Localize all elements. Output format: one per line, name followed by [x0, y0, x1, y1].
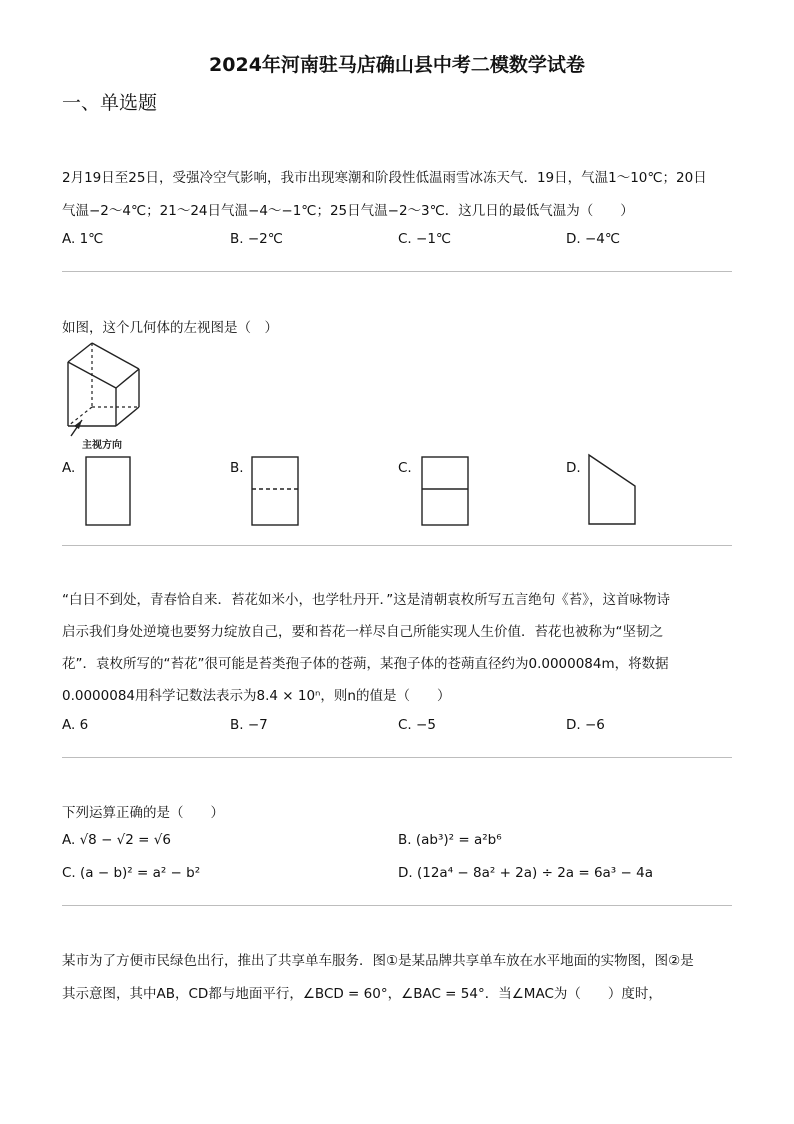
question-2-option-a[interactable]: A. [62, 460, 76, 476]
question-3-text-line-3: 花”．袁枚所写的“苔花”很可能是苔类孢子体的苍蒴，某孢子体的苍蒴直径约为0.0000084m，将数据 [62, 656, 669, 672]
question-4-stem: 下列运算正确的是（ ） [62, 805, 224, 821]
question-3-option-d[interactable]: D. −6 [566, 717, 605, 733]
question-3-option-a[interactable]: A. 6 [62, 717, 89, 733]
question-1-option-d[interactable]: D. −4℃ [566, 231, 621, 247]
geometry-solid-figure [60, 340, 150, 452]
question-1-option-c[interactable]: C. −1℃ [398, 231, 452, 247]
question-3-option-b[interactable]: B. −7 [230, 717, 268, 733]
question-2-option-d-figure [586, 452, 640, 528]
question-4-option-c[interactable]: C. (a − b)² = a² − b² [62, 865, 201, 881]
question-2-option-c[interactable]: C. [398, 460, 412, 476]
question-4-option-b[interactable]: B. (ab³)² = a²b⁶ [398, 832, 502, 848]
question-3-text-line-1: “白日不到处，青春恰自来．苔花如米小，也学牡丹开．”这是清朝袁枚所写五言绝句《苔》，这首咏物诗 [62, 592, 670, 608]
question-4-option-d[interactable]: D. (12a⁴ − 8a² + 2a) ÷ 2a = 6a³ − 4a [398, 865, 653, 881]
question-2-option-b[interactable]: B. [230, 460, 244, 476]
question-1-option-a[interactable]: A. 1℃ [62, 231, 104, 247]
view-direction-caption: 主视方向 [82, 440, 122, 451]
question-1-option-b[interactable]: B. −2℃ [230, 231, 283, 247]
page-title: 2024年河南驻马店确山县中考二模数学试卷 [209, 54, 585, 76]
divider [62, 545, 732, 546]
question-3-text-line-2: 启示我们身处逆境也要努力绽放自己，要和苔花一样尽自己所能实现人生价值．苔花也被称为“坚韧之 [62, 624, 663, 640]
question-1-text-line-1: 2月19日至25日，受强冷空气影响，我市出现寒潮和阶段性低温雨雪冰冻天气．19日，气温1～10℃；20日 [62, 170, 707, 186]
divider [62, 757, 732, 758]
question-2-stem: 如图，这个几何体的左视图是（ ） [62, 320, 278, 336]
question-2-option-c-figure [420, 455, 472, 527]
question-1-text-line-2: 气温−2～4℃；21～24日气温−4～−1℃；25日气温−2～3℃．这几日的最低气温为（ ） [62, 203, 634, 219]
section-heading: 一、单选题 [62, 92, 158, 114]
question-4-option-a[interactable]: A. √8 − √2 = √6 [62, 832, 171, 848]
question-5-text-line-1: 某市为了方便市民绿色出行，推出了共享单车服务．图①是某品牌共享单车放在水平地面的实物图，图②是 [62, 953, 694, 969]
question-2-option-a-figure [84, 455, 134, 527]
question-2-option-b-figure [250, 455, 302, 527]
question-3-text-line-4: 0.0000084用科学记数法表示为8.4 × 10ⁿ，则n的值是（ ） [62, 688, 451, 704]
question-2-option-d[interactable]: D. [566, 460, 581, 476]
divider [62, 905, 732, 906]
question-5-text-line-2: 其示意图，其中AB，CD都与地面平行，∠BCD = 60°，∠BAC = 54°．当∠MAC为（ ）度时， [62, 986, 662, 1002]
divider [62, 271, 732, 272]
question-3-option-c[interactable]: C. −5 [398, 717, 436, 733]
